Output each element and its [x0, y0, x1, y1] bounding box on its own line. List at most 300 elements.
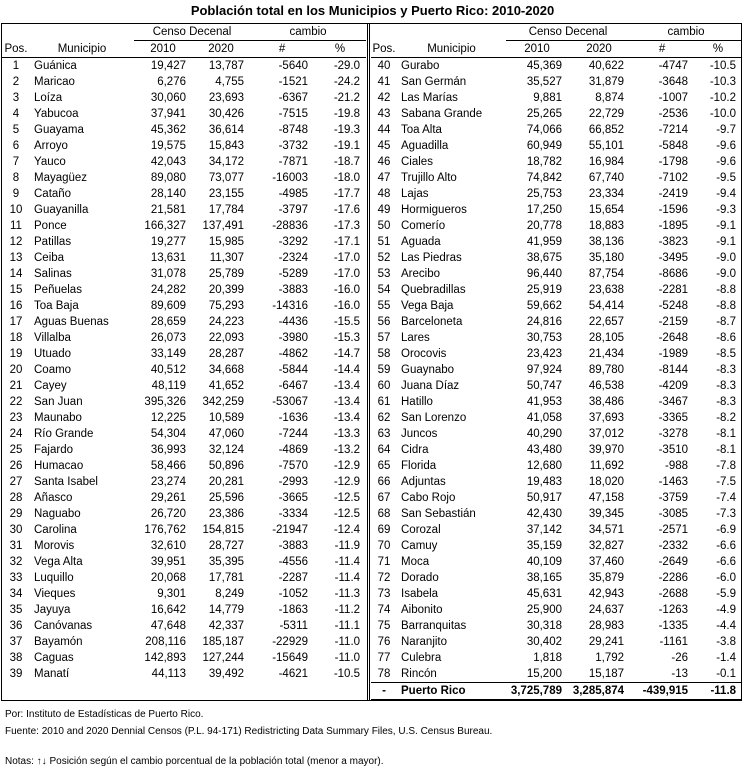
row-cambio-pct: -13.4: [333, 412, 361, 424]
row-2020: 37,012: [588, 428, 625, 440]
header-cambio: cambio: [630, 24, 742, 41]
row-2010: 13,631: [150, 252, 186, 264]
row-2010: 33,149: [150, 348, 186, 360]
row-2010: 26,720: [150, 508, 186, 520]
row-pos: 28: [9, 492, 23, 504]
row-municipio: Toa Baja: [34, 300, 79, 312]
row-municipio: Cidra: [401, 444, 429, 456]
table-row: [371, 378, 742, 394]
table-row: [371, 506, 742, 522]
table-row: [2, 490, 366, 506]
row-municipio: San Juan: [34, 396, 83, 408]
row-cambio-num: -2419: [658, 188, 689, 200]
row-2010: 25,900: [526, 604, 562, 616]
table-row: [2, 74, 366, 90]
row-2020: 75,293: [208, 300, 245, 312]
row-pos: 53: [377, 268, 391, 280]
row-2010: 25,919: [526, 284, 562, 296]
table-row: [371, 442, 742, 458]
row-cambio-pct: -9.6: [716, 140, 737, 152]
row-2010: 23,423: [526, 348, 562, 360]
row-pos: 14: [9, 268, 23, 280]
row-cambio-num: -7570: [278, 460, 309, 472]
row-2010: 40,512: [150, 364, 186, 376]
row-municipio: Coamo: [34, 364, 72, 376]
row-2020: 15,985: [208, 236, 245, 248]
row-2020: 40,622: [588, 60, 625, 72]
row-2010: 20,778: [526, 220, 562, 232]
row-2020: 89,780: [588, 364, 625, 376]
table-row: [371, 474, 742, 490]
total-row: [371, 683, 742, 701]
row-cambio-pct: -17.7: [333, 188, 361, 200]
row-cambio-pct: -19.8: [333, 108, 361, 120]
row-cambio-pct: -15.5: [333, 316, 361, 328]
row-cambio-num: -4209: [658, 380, 689, 392]
row-cambio-num: -3510: [658, 444, 689, 456]
row-cambio-pct: -11.3: [334, 588, 361, 600]
row-cambio-num: -3085: [658, 508, 689, 520]
row-cambio-num: -8686: [658, 268, 689, 280]
row-municipio: Cabo Rojo: [401, 492, 456, 504]
row-cambio-pct: -13.2: [333, 444, 361, 456]
row-cambio-num: -3823: [658, 236, 689, 248]
row-municipio: Villalba: [34, 332, 71, 344]
row-cambio-pct: -12.4: [333, 524, 361, 536]
table-row: [371, 554, 742, 570]
row-municipio: Barranquitas: [401, 620, 467, 632]
table-row: [2, 106, 366, 122]
row-municipio: Hatillo: [401, 396, 433, 408]
row-municipio: Florida: [401, 460, 437, 472]
row-pos: 40: [377, 60, 391, 72]
table-row: [2, 266, 366, 282]
row-cambio-pct: -10.2: [709, 92, 737, 104]
row-2020: 35,395: [208, 556, 245, 568]
row-cambio-num: -1052: [278, 588, 309, 600]
row-cambio-num: -2324: [278, 252, 309, 264]
row-municipio: Quebradillas: [401, 284, 466, 296]
row-pos: 2: [12, 76, 20, 88]
row-municipio: Juncos: [401, 428, 438, 440]
row-municipio: Puerto Rico: [397, 683, 506, 701]
row-pos: 6: [12, 140, 20, 152]
row-2020: 35,879: [588, 572, 625, 584]
table-row: [371, 410, 742, 426]
row-2010: 6,276: [157, 76, 186, 88]
row-2010: 35,159: [526, 540, 562, 552]
row-cambio-pct: -14.4: [333, 364, 361, 376]
row-municipio: Vega Baja: [401, 300, 454, 312]
row-2020: 24,223: [208, 316, 245, 328]
row-cambio-pct: -0.1: [716, 668, 737, 680]
row-2010: 38,165: [526, 572, 562, 584]
table-row: [2, 250, 366, 266]
fuente-line: Fuente: 2010 and 2020 Dennial Censos (P.L. 94-171) Redistricting Data Summary Files, U.S. Census Bureau.: [5, 726, 493, 737]
row-2020: 22,093: [208, 332, 245, 344]
row-cambio-num: -6467: [278, 380, 309, 392]
row-cambio-pct: -8.1: [716, 444, 737, 456]
row-municipio: San Germán: [401, 76, 467, 88]
row-2010: 35,527: [526, 76, 562, 88]
row-municipio: Morovis: [34, 540, 75, 552]
row-cambio-pct: -14.7: [333, 348, 361, 360]
row-2020: 10,589: [208, 412, 245, 424]
row-cambio-pct: -11.2: [334, 604, 361, 616]
row-2010: 23,274: [150, 476, 186, 488]
row-pos: 76: [377, 636, 391, 648]
row-2020: 55,101: [588, 140, 625, 152]
row-cambio-num: -3732: [278, 140, 309, 152]
row-2010: 40,290: [526, 428, 562, 440]
row-2020: 18,020: [588, 476, 625, 488]
row-2010: 30,753: [526, 332, 562, 344]
row-municipio: Adjuntas: [401, 476, 446, 488]
row-2020: 39,345: [588, 508, 625, 520]
row-2010: 25,265: [526, 108, 562, 120]
row-municipio: Guayanilla: [34, 204, 89, 216]
header-2010: 2010: [506, 41, 568, 58]
row-cambio-pct: -13.4: [333, 380, 361, 392]
row-2020: 20,399: [208, 284, 245, 296]
table-row: [2, 586, 366, 602]
row-2020: 38,486: [588, 396, 625, 408]
row-2010: 43,480: [526, 444, 562, 456]
row-pos: 5: [12, 124, 20, 136]
table-row: [371, 362, 742, 378]
row-2010: 54,304: [150, 428, 186, 440]
row-2010: 21,581: [150, 204, 186, 216]
row-2020: 15,187: [588, 668, 625, 680]
row-pos: 1: [12, 60, 20, 72]
row-pos: 9: [12, 188, 20, 200]
row-cambio-num: -4862: [278, 348, 309, 360]
row-cambio-num: -5844: [278, 364, 309, 376]
row-2010: 166,327: [144, 220, 186, 232]
table-row: [2, 522, 366, 538]
row-pos: 54: [377, 284, 391, 296]
row-2010: 32,610: [150, 540, 186, 552]
row-2020: 34,172: [208, 156, 245, 168]
row-2010: 17,250: [526, 204, 562, 216]
row-municipio: Isabela: [401, 588, 439, 600]
row-cambio-num: -3278: [658, 428, 689, 440]
row-2020: 42,337: [208, 620, 245, 632]
row-2020: 39,970: [588, 444, 625, 456]
row-2010: 41,953: [526, 396, 562, 408]
row-cambio-num: -4621: [278, 668, 309, 680]
row-2010: 45,369: [526, 60, 562, 72]
header-2010: 2010: [134, 41, 192, 58]
row-cambio-num: -2648: [658, 332, 689, 344]
row-cambio-num: -2571: [658, 524, 689, 536]
row-cambio-pct: -11.4: [334, 572, 361, 584]
row-2010: 30,402: [526, 636, 562, 648]
row-2020: 35,180: [588, 252, 625, 264]
row-2020: 54,414: [588, 300, 625, 312]
table-row: [371, 234, 742, 250]
row-municipio: Río Grande: [34, 428, 94, 440]
row-2020: 154,815: [202, 524, 245, 536]
row-pos: 56: [377, 316, 391, 328]
table-row: [371, 170, 742, 186]
row-2010: 89,609: [150, 300, 186, 312]
row-cambio-num: -1007: [658, 92, 689, 104]
row-2020: 15,654: [588, 204, 625, 216]
row-pos: 71: [377, 556, 391, 568]
row-cambio-pct: -11.0: [334, 636, 361, 648]
row-cambio-num: -7871: [278, 156, 309, 168]
row-cambio-pct: -8.3: [716, 380, 737, 392]
row-municipio: Orocovis: [401, 348, 447, 360]
row-municipio: Moca: [401, 556, 430, 568]
row-cambio-num: -5640: [278, 60, 309, 72]
row-municipio: Peñuelas: [34, 284, 82, 296]
row-cambio-pct: -3.8: [716, 636, 737, 648]
table-row: [2, 650, 366, 666]
row-cambio-pct: -10.3: [709, 76, 737, 88]
row-2010: 74,066: [526, 124, 562, 136]
row-municipio: Cayey: [34, 380, 67, 392]
row-municipio: Caguas: [34, 652, 74, 664]
table-row: [371, 58, 742, 75]
table-row: [371, 298, 742, 314]
row-cambio-num: -1863: [278, 604, 309, 616]
row-pos: 48: [377, 188, 391, 200]
row-pos: 35: [9, 604, 23, 616]
row-2010: 19,575: [150, 140, 186, 152]
row-pos: 33: [9, 572, 23, 584]
row-cambio-pct: -12.5: [333, 508, 361, 520]
table-row: [371, 586, 742, 602]
row-2010: 30,060: [150, 92, 186, 104]
row-pos: 17: [9, 316, 23, 328]
row-cambio-pct: -9.6: [716, 156, 737, 168]
table-row: [371, 218, 742, 234]
row-cambio-num: -3334: [278, 508, 309, 520]
row-municipio: Sabana Grande: [401, 108, 483, 120]
row-cambio-pct: -9.5: [716, 172, 737, 184]
row-2020: 32,827: [588, 540, 625, 552]
row-cambio-num: -3759: [658, 492, 689, 504]
row-pos: 78: [377, 668, 391, 680]
row-2020: 1,792: [595, 652, 625, 664]
table-row: [371, 570, 742, 586]
row-cambio-pct: -9.4: [716, 188, 737, 200]
row-cambio-pct: -8.1: [716, 428, 737, 440]
table-row: [2, 122, 366, 138]
row-2020: 36,614: [208, 124, 245, 136]
row-2020: 87,754: [588, 268, 625, 280]
row-2020: 342,259: [202, 396, 245, 408]
row-2020: 67,740: [588, 172, 625, 184]
row-2020: 41,652: [208, 380, 245, 392]
row-cambio-num: -3648: [658, 76, 689, 88]
row-cambio-num: -2159: [658, 316, 689, 328]
row-pos: 62: [377, 412, 391, 424]
row-2010: 41,058: [526, 412, 562, 424]
table-row: [2, 458, 366, 474]
row-pos: 50: [377, 220, 391, 232]
row-2010: 58,466: [150, 460, 186, 472]
row-pos: 73: [377, 588, 391, 600]
header-censo-decenal: Censo Decenal: [134, 24, 250, 41]
row-cambio-pct: -17.3: [333, 220, 361, 232]
row-cambio-num: -4869: [278, 444, 309, 456]
population-table-right: [371, 24, 742, 701]
row-cambio-pct: -9.1: [716, 220, 737, 232]
row-cambio-num: -5848: [658, 140, 689, 152]
row-cambio-num: -1263: [658, 604, 689, 616]
table-row: [2, 346, 366, 362]
row-cambio-num: -2332: [658, 540, 689, 552]
header-cambio: cambio: [250, 24, 366, 41]
row-pos: 30: [9, 524, 23, 536]
row-2020: 185,187: [202, 636, 245, 648]
row-2020: 28,105: [588, 332, 625, 344]
row-municipio: Arecibo: [401, 268, 440, 280]
row-pos: 43: [377, 108, 391, 120]
row-pos: 20: [9, 364, 23, 376]
row-municipio: Las Marías: [401, 92, 458, 104]
row-cambio-num: -1798: [658, 156, 689, 168]
row-pos: 32: [9, 556, 23, 568]
row-cambio-num: -3797: [278, 204, 309, 216]
header-pct: %: [314, 41, 366, 58]
row-cambio-pct: -5.9: [716, 588, 737, 600]
row-municipio: Vega Alta: [34, 556, 83, 568]
row-cambio-pct: -8.3: [716, 396, 737, 408]
row-pos: 13: [9, 252, 23, 264]
row-pos: 24: [9, 428, 23, 440]
row-cambio-pct: -24.2: [333, 76, 361, 88]
row-pos: 68: [377, 508, 391, 520]
table-row: [2, 202, 366, 218]
row-2010: 97,924: [526, 364, 562, 376]
row-2010: 28,659: [150, 316, 186, 328]
table-row: [2, 282, 366, 298]
row-cambio-num: -6367: [278, 92, 309, 104]
row-cambio-pct: -21.2: [333, 92, 361, 104]
row-2020: 37,460: [588, 556, 625, 568]
row-pos: 7: [12, 156, 20, 168]
row-pos: 39: [9, 668, 23, 680]
row-2020: 23,638: [588, 284, 625, 296]
row-2010: 38,675: [526, 252, 562, 264]
table-row: [2, 90, 366, 106]
population-table-left: [2, 24, 366, 682]
row-cambio-num: -3883: [278, 284, 309, 296]
row-municipio: Ceiba: [34, 252, 65, 264]
row-2010: 16,642: [150, 604, 186, 616]
row-pos: 65: [377, 460, 391, 472]
row-municipio: San Sebastián: [401, 508, 476, 520]
row-pos: 55: [377, 300, 391, 312]
row-municipio: Vieques: [34, 588, 76, 600]
row-2010: 26,073: [150, 332, 186, 344]
row-cambio-pct: -19.1: [333, 140, 361, 152]
table-row: [2, 314, 366, 330]
row-cambio-pct: -11.9: [334, 540, 361, 552]
row-cambio-num: -2649: [658, 556, 689, 568]
row-2020: 23,693: [208, 92, 245, 104]
row-municipio: Ciales: [401, 156, 433, 168]
row-cambio-pct: -7.5: [716, 476, 737, 488]
row-cambio-num: -13: [671, 668, 689, 680]
table-row: [371, 650, 742, 666]
row-2020: 30,426: [208, 108, 245, 120]
row-cambio-num: -14316: [272, 300, 309, 312]
row-2010: 30,318: [526, 620, 562, 632]
row-municipio: Añasco: [34, 492, 73, 504]
row-pos: 60: [377, 380, 391, 392]
row-cambio-pct: -6.0: [716, 572, 737, 584]
table-row: [2, 666, 366, 682]
row-pos: 11: [10, 220, 22, 232]
row-cambio-num: -988: [664, 460, 689, 472]
row-2020: 22,657: [588, 316, 625, 328]
table-row: [371, 138, 742, 154]
row-2010: 50,917: [526, 492, 562, 504]
row-cambio-num: -53067: [272, 396, 309, 408]
row-cambio-num: -1895: [658, 220, 689, 232]
row-cambio-num: -3883: [278, 540, 309, 552]
row-cambio-pct: -4.4: [716, 620, 737, 632]
row-2010: 39,951: [150, 556, 186, 568]
row-pos: 58: [377, 348, 391, 360]
row-2020: 28,727: [208, 540, 245, 552]
table-row: [371, 266, 742, 282]
row-cambio-num: -5289: [278, 268, 309, 280]
row-cambio-pct: -9.1: [716, 236, 737, 248]
row-cambio-num: -2688: [658, 588, 689, 600]
row-pos: 3: [12, 92, 20, 104]
table-row: [2, 330, 366, 346]
row-pos: 29: [9, 508, 23, 520]
table-row: [371, 186, 742, 202]
row-2020: 34,571: [588, 524, 625, 536]
row-municipio: Aguada: [401, 236, 441, 248]
row-2020: 24,637: [588, 604, 625, 616]
row-2020: 25,789: [208, 268, 245, 280]
row-cambio-pct: -8.6: [716, 332, 737, 344]
row-municipio: Corozal: [401, 524, 441, 536]
row-pos: 69: [377, 524, 391, 536]
table-row: [2, 554, 366, 570]
row-pos: 70: [377, 540, 391, 552]
row-cambio-num: -7515: [278, 108, 309, 120]
row-municipio: Dorado: [401, 572, 439, 584]
row-municipio: Rincón: [401, 668, 437, 680]
row-2020: 4,755: [215, 76, 245, 88]
table-row: [371, 618, 742, 634]
row-municipio: Maricao: [34, 76, 75, 88]
row-cambio-num: -2536: [658, 108, 689, 120]
row-2020: 31,879: [588, 76, 625, 88]
row-municipio: Naranjito: [401, 636, 448, 648]
row-pos: 52: [377, 252, 391, 264]
row-2010: 29,261: [150, 492, 186, 504]
row-2010: 96,440: [526, 268, 562, 280]
row-pos: 12: [9, 236, 23, 248]
table-row: [2, 602, 366, 618]
table-row: [2, 570, 366, 586]
row-cambio-num: -4556: [278, 556, 309, 568]
row-cambio-num: -16003: [272, 172, 309, 184]
row-cambio-pct: -8.7: [716, 316, 737, 328]
row-2020: 137,491: [202, 220, 245, 232]
row-cambio-pct: -13.4: [333, 396, 361, 408]
